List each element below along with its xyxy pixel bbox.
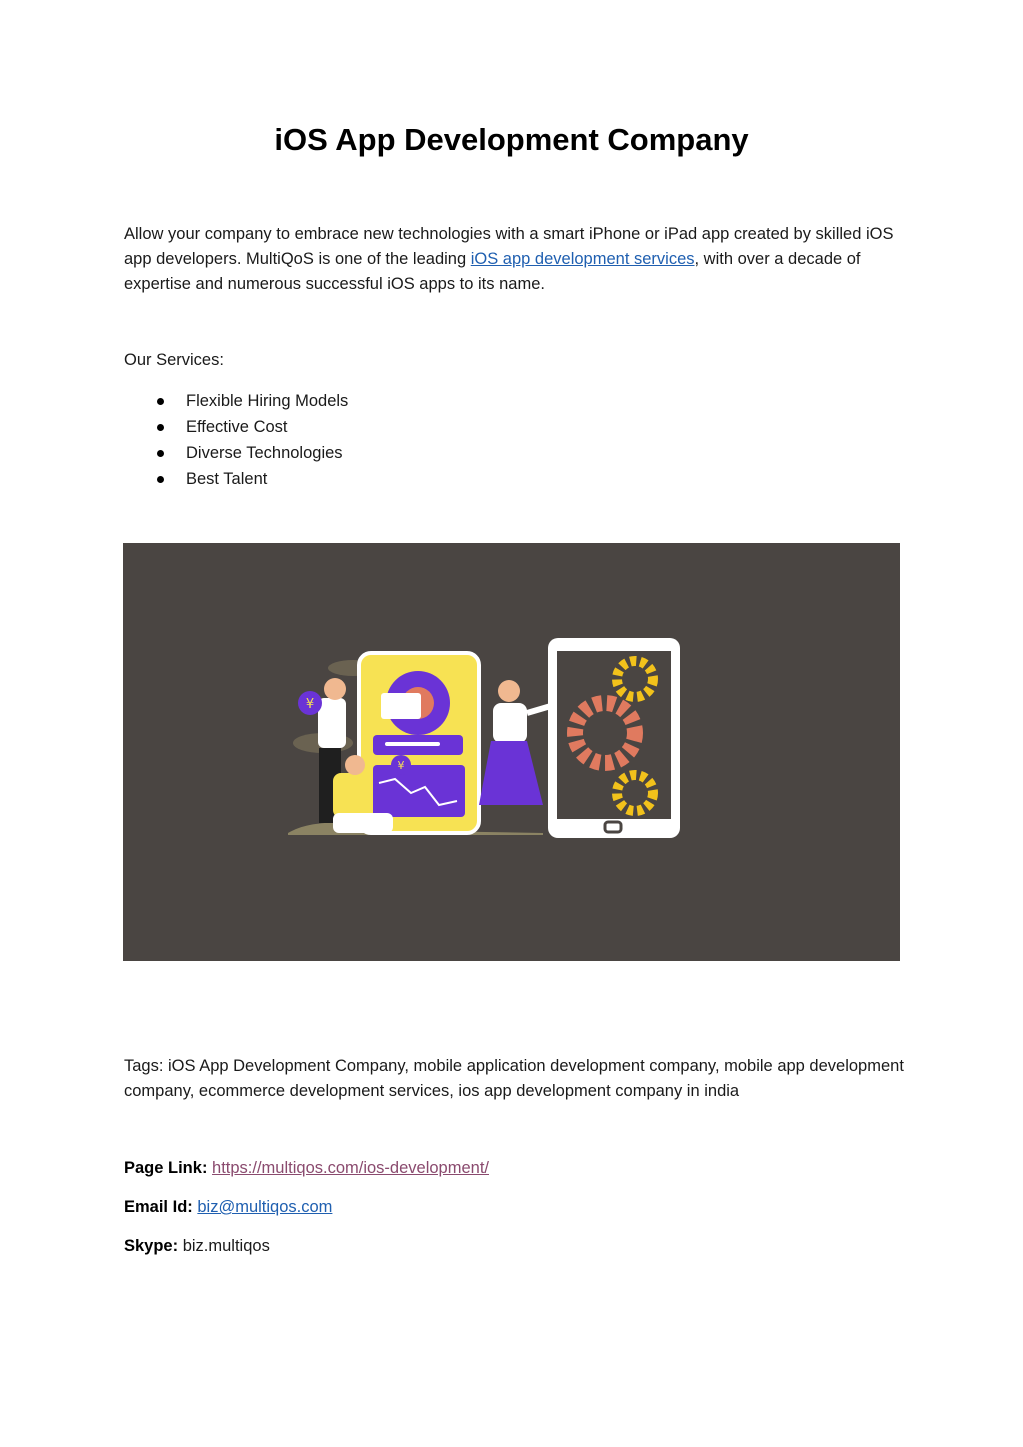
- email-label: Email Id:: [124, 1198, 193, 1216]
- intro-text-start: Allow your company to embrace new technologies with a smart iPhone or iPad app created by skilled iOS app developers. MultiQoS is one of the leading: [124, 225, 894, 268]
- list-item: Flexible Hiring Models: [124, 388, 348, 414]
- person-female-body: [493, 703, 527, 743]
- illustration-svg: [123, 543, 900, 961]
- coin-mid-symbol: ¥: [397, 759, 405, 772]
- page-title: iOS App Development Company: [274, 122, 749, 157]
- person-kneeling-body: [333, 773, 373, 818]
- skype-row: [124, 1234, 270, 1258]
- hero-illustration: [123, 543, 900, 961]
- person-kneeling-head: [345, 755, 365, 775]
- purple-bar-line: [385, 742, 440, 746]
- skype-label: Skype:: [124, 1237, 179, 1255]
- person-male-body: [318, 698, 346, 748]
- page-link-url[interactable]: https://multiqos.com/ios-development/: [212, 1159, 489, 1177]
- intro-paragraph: [124, 222, 904, 297]
- graph-panel: [373, 765, 465, 817]
- email-link[interactable]: biz@multiqos.com: [197, 1198, 333, 1216]
- services-heading: Our Services:: [124, 351, 224, 369]
- page-link-row: [124, 1156, 489, 1180]
- page-link-label: Page Link:: [124, 1159, 208, 1177]
- person-male-head: [324, 678, 346, 700]
- intro-text-end: , with over a decade of expertise and numerous successful iOS apps to its name.: [124, 250, 861, 293]
- person-female-head: [498, 680, 520, 702]
- person-female-skirt: [479, 741, 543, 805]
- chart-card: [381, 693, 421, 719]
- tags-paragraph: Tags: iOS App Development Company, mobile application development company, mobile app development company, ecommerce development services, ios app development company in india: [124, 1057, 904, 1100]
- list-item: Effective Cost: [124, 414, 348, 440]
- skype-value: biz.multiqos: [182, 1237, 270, 1255]
- coin-left-symbol: ¥: [305, 697, 315, 712]
- ios-services-link[interactable]: iOS app development services: [470, 250, 695, 268]
- list-item: Best Talent: [124, 466, 348, 492]
- services-list: [124, 388, 348, 492]
- list-item: Diverse Technologies: [124, 440, 348, 466]
- person-kneeling-legs: [333, 813, 393, 833]
- email-row: [124, 1195, 332, 1219]
